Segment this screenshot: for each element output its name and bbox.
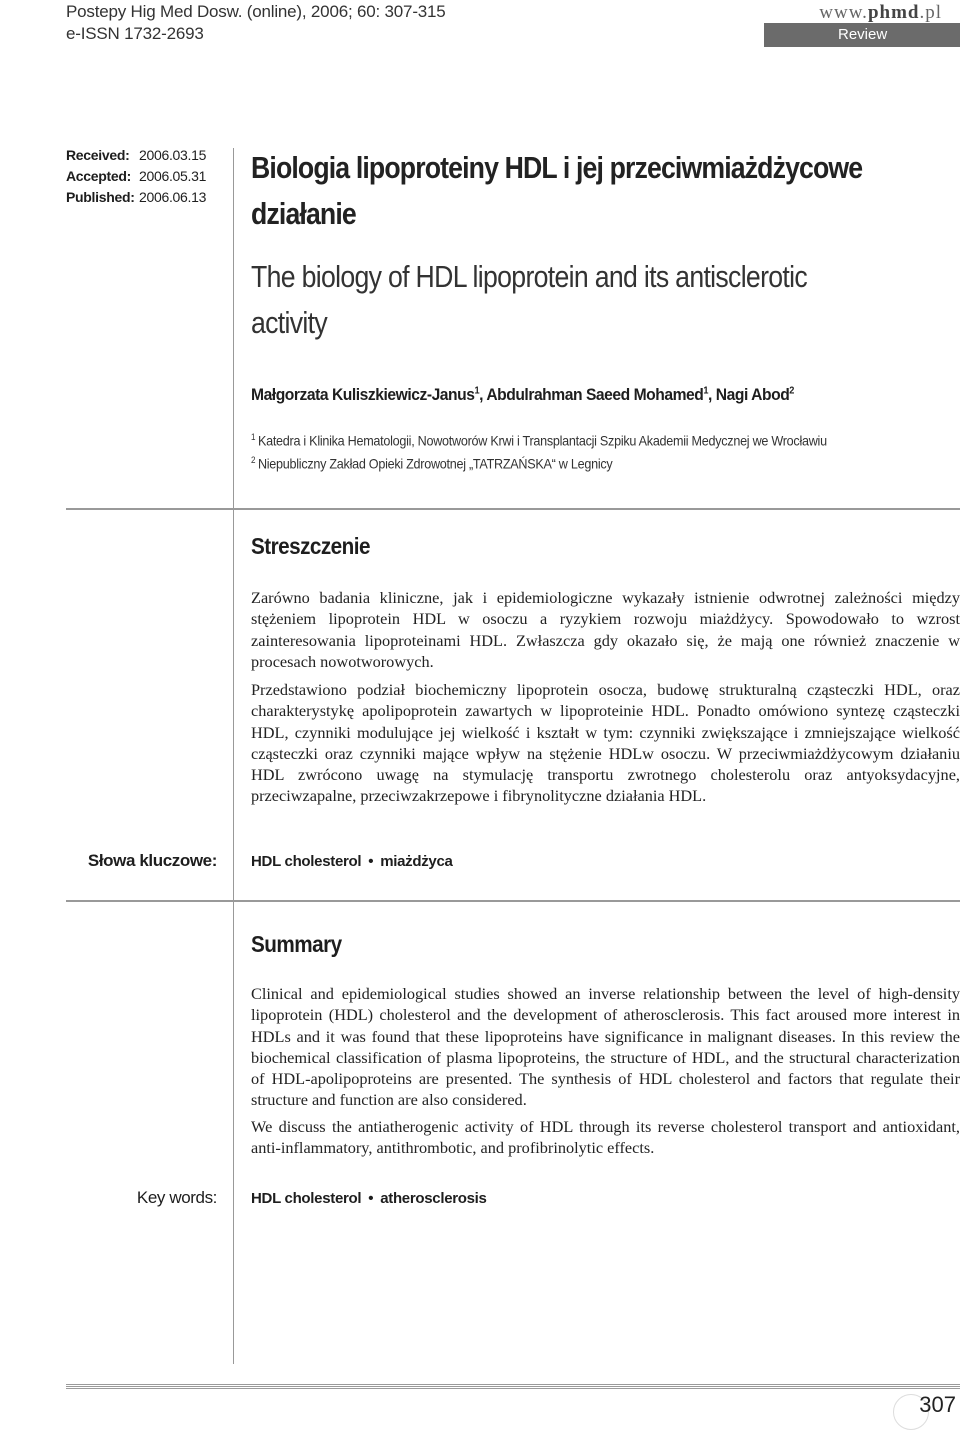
affiliation-text: Katedra i Klinika Hematologii, Nowotworów Krwi i Transplantacji Szpiku Akademii Medycznej we Wrocławiu	[257, 432, 827, 449]
title-pl-line2: działanie	[251, 196, 356, 231]
date-value: 2006.05.31	[139, 168, 207, 184]
url-prefix: www.	[819, 2, 868, 23]
abstract-pl-paragraph-2: Przedstawiono podział biochemiczny lipoprotein osocza, budowę strukturalną cząsteczki HDL, oraz charakterystykę apolipoprotein zawartych w lipoproteinie HDL. Ponadto omówiono syntezę cząsteczki HDL, czynniki modulujące jej wielkość i kształt w tym: czynniki zwiększające i zmniejszające wielkość cząsteczki oraz czynniki mające wpływ na stężenie HDLw osoczu. W przeciwmiażdżycowym działaniu HDL zwrócono uwagę na stymulację transportu zwrotnego cholesterolu oraz antyoksydacyjne, przeciwzapalne, przeciwzakrzepowe i fibrynolityczne działania HDL.	[251, 680, 960, 806]
keyword: miażdżyca	[380, 853, 453, 870]
footer-rule	[66, 1384, 960, 1390]
date-accepted	[66, 168, 206, 184]
affiliation-marker: 1	[251, 432, 256, 442]
keyword: atherosclerosis	[380, 1190, 487, 1207]
keyword-separator: •	[368, 853, 374, 870]
page-number: 307	[919, 1392, 956, 1417]
title-pl-line1: Biologia lipoproteiny HDL i jej przeciwmiażdżycowe	[251, 150, 863, 185]
url-suffix: .pl	[919, 2, 942, 23]
date-received	[66, 147, 206, 163]
article-type-badge: Review	[764, 23, 960, 47]
date-value: 2006.06.13	[139, 189, 207, 205]
date-published	[66, 189, 206, 205]
date-label: Received:	[66, 147, 130, 163]
abstract-en-heading: Summary	[251, 931, 342, 957]
title-polish	[251, 145, 939, 237]
date-label: Accepted:	[66, 168, 131, 184]
keywords-en-label: Key words:	[136, 1188, 217, 1207]
keyword: HDL cholesterol	[251, 853, 362, 870]
section-divider	[66, 900, 960, 902]
author-affiliation-marker: 2	[789, 385, 794, 397]
title-english	[251, 254, 956, 346]
author-list	[251, 385, 960, 405]
affiliation-marker: 2	[251, 455, 256, 465]
title-en-line2: activity	[251, 305, 327, 340]
journal-issn: e-ISSN 1732-2693	[66, 24, 204, 43]
abstract-pl-paragraph-1: Zarówno badania kliniczne, jak i epidemiologiczne wykazały istnienie odwrotnej zależności między stężeniem lipoprotein HDL w osoczu a ryzykiem rozwoju miażdżycy. Spowodowało to wzrost zainteresowania lipoproteinami HDL. Zwłaszcza gdy okazało się, że mają one również znaczenie w procesach nowotworowych.	[251, 588, 960, 671]
author-affiliation-marker: 1	[703, 385, 709, 397]
abstract-pl-heading: Streszczenie	[251, 533, 370, 559]
journal-citation: Postepy Hig Med Dosw. (online), 2006; 60: 307-315	[66, 2, 446, 21]
author-name: , Abdulrahman Saeed Mohamed	[479, 385, 704, 404]
date-label: Published:	[66, 189, 135, 205]
keyword: HDL cholesterol	[251, 1190, 362, 1207]
keywords-pl-label: Słowa kluczowe:	[87, 851, 217, 870]
keywords-pl-list	[251, 853, 453, 870]
affiliation-1	[251, 432, 953, 449]
abstract-en-paragraph-2: We discuss the antiatherogenic activity of HDL through its reverse cholesterol transport and antioxidant, anti-inflammatory, antithrombotic, and profibrinolytic effects.	[251, 1117, 960, 1158]
url-bold: phmd	[867, 2, 920, 23]
author-name: Małgorzata Kuliszkiewicz-Janus	[251, 385, 475, 404]
abstract-en-paragraph-1: Clinical and epidemiological studies showed an inverse relationship between the level of high-density lipoprotein (HDL) cholesterol and the development of atherosclerosis. This fact aroused more interest in HDLs and it was found that these lipoproteins have significance in malignant diseases. In this review the biochemical classification of plasma lipoproteins, the structure of HDL, and the structural characterization of HDL-apolipoproteins are presented. The synthesis of HDL cholesterol and factors that regulate their structure and function are also considered.	[251, 984, 960, 1110]
keywords-en-list	[251, 1190, 487, 1207]
section-divider	[66, 508, 960, 510]
column-divider	[233, 148, 234, 1364]
author-affiliation-marker: 1	[474, 385, 480, 397]
journal-url[interactable]	[819, 2, 942, 24]
keyword-separator: •	[368, 1190, 374, 1207]
date-value: 2006.03.15	[139, 147, 207, 163]
affiliation-text: Niepubliczny Zakład Opieki Zdrowotnej „TATRZAŃSKA“ w Legnicy	[257, 455, 613, 472]
author-name: , Nagi Abod	[708, 385, 790, 404]
affiliation-2	[251, 455, 953, 472]
title-en-line1: The biology of HDL lipoprotein and its antisclerotic	[251, 259, 808, 294]
